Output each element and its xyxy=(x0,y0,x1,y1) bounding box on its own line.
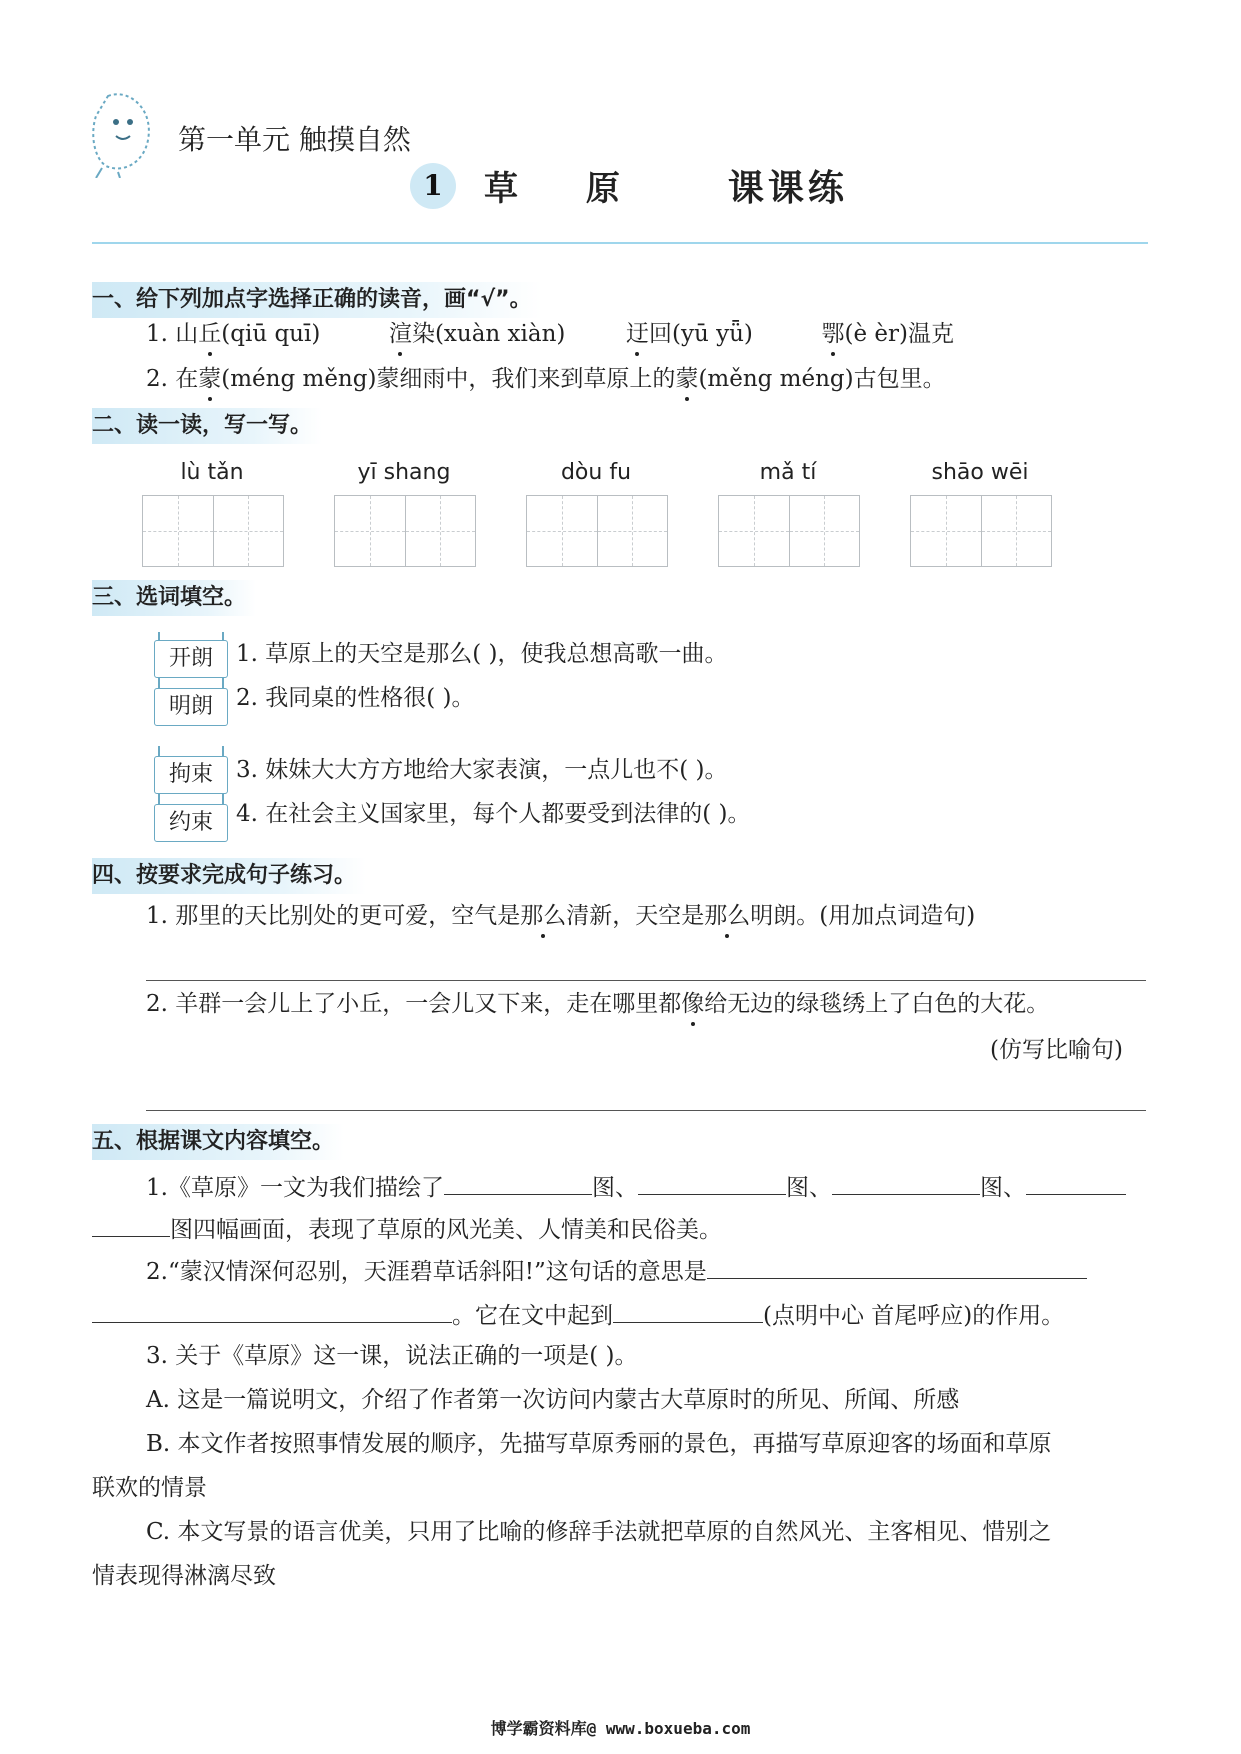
s5-q2-blank-1[interactable] xyxy=(707,1254,1087,1279)
s5-q2-blank-3[interactable] xyxy=(613,1298,763,1323)
lesson-name: 草 原 xyxy=(484,169,648,209)
s5-option-a: A. 这是一篇说明文，介绍了作者第一次访问内蒙古大草原时的所见、所闻、所感 xyxy=(146,1387,960,1413)
word-tag-kailang: 开朗 xyxy=(154,640,228,678)
s5-q2-line-1: 2.“蒙汉情深何忍别，天涯碧草话斜阳!”这句话的意思是 xyxy=(146,1254,1087,1288)
lesson-number-badge: 1 xyxy=(410,163,456,209)
s5-q1-blank-2[interactable] xyxy=(638,1170,786,1195)
s5-option-b-line-1: B. 本文作者按照事情发展的顺序，先描写草原秀丽的景色，再描写草原迎客的场面和草原 xyxy=(146,1431,1052,1457)
pinyin-1: lù tǎn xyxy=(180,460,244,485)
pinyin-4: mǎ tí xyxy=(759,460,817,485)
s5-q1-blank-1[interactable] xyxy=(444,1170,592,1195)
word-tag-yueshu: 约束 xyxy=(154,804,228,842)
s4-answer-line-1[interactable] xyxy=(146,980,1146,981)
section-5-title: 五、根据课文内容填空。 xyxy=(92,1124,344,1160)
s5-option-c-line-1: C. 本文写景的语言优美，只用了比喻的修辞手法就把草原的自然风光、主客相见、惜别之 xyxy=(146,1519,1052,1545)
s5-q2-line-2: 。它在文中起到 (点明中心 首尾呼应)的作用。 xyxy=(92,1298,1064,1332)
s3-q2: 2. 我同桌的性格很( )。 xyxy=(236,685,475,711)
writing-grid-2[interactable] xyxy=(334,495,476,567)
s5-q1-line-1: 1.《草原》一文为我们描绘了 图、 图、 图、 xyxy=(146,1170,1126,1204)
writing-grid-3[interactable] xyxy=(526,495,668,567)
writing-grid-1[interactable] xyxy=(142,495,284,567)
pinyin-2: yī shang xyxy=(357,460,451,485)
s1-line-2: 2. 在蒙(méng měng)蒙细雨中，我们来到草原上的蒙(měng méng)古包里。 xyxy=(146,366,946,392)
s4-q2-note: (仿写比喻句) xyxy=(990,1037,1123,1063)
section-2-title: 二、读一读，写一写。 xyxy=(92,408,322,444)
section-4-title: 四、按要求完成句子练习。 xyxy=(92,858,366,894)
practice-label: 课课练 xyxy=(727,168,848,209)
section-1-title: 一、给下列加点字选择正确的读音，画“√”。 xyxy=(92,282,542,318)
word-tag-jushu: 拘束 xyxy=(154,756,228,794)
s3-q1: 1. 草原上的天空是那么( )，使我总想高歌一曲。 xyxy=(236,641,728,667)
leaf-mascot-icon xyxy=(88,88,160,178)
footer-watermark: 博学霸资料库@ www.boxueba.com xyxy=(490,1719,751,1738)
word-tag-minglang: 明朗 xyxy=(154,688,228,726)
section-3-title: 三、选词填空。 xyxy=(92,580,256,616)
s4-answer-line-2[interactable] xyxy=(146,1110,1146,1111)
s5-q2-blank-2[interactable] xyxy=(92,1298,452,1323)
s5-q1-line-2: 图四幅画面，表现了草原的风光美、人情美和民俗美。 xyxy=(92,1212,722,1246)
s3-q3: 3. 妹妹大大方方地给大家表演，一点儿也不( )。 xyxy=(236,757,728,783)
s4-q2: 2. 羊群一会儿上了小丘，一会儿又下来，走在哪里都像给无边的绿毯绣上了白色的大花。 xyxy=(146,991,1050,1017)
s3-q4: 4. 在社会主义国家里，每个人都要受到法律的( )。 xyxy=(236,801,751,827)
s5-q1-blank-4[interactable] xyxy=(1026,1170,1126,1195)
writing-grid-5[interactable] xyxy=(910,495,1052,567)
s5-option-c-line-2: 情表现得淋漓尽致 xyxy=(92,1563,276,1589)
lesson-title xyxy=(410,160,848,211)
header-divider xyxy=(92,242,1148,244)
pinyin-5: shāo wēi xyxy=(931,460,1029,485)
s5-option-b-line-2: 联欢的情景 xyxy=(92,1475,207,1501)
s5-q1-blank-3[interactable] xyxy=(832,1170,980,1195)
pinyin-3: dòu fu xyxy=(560,460,632,485)
s5-q3: 3. 关于《草原》这一课，说法正确的一项是( )。 xyxy=(146,1343,638,1369)
unit-title: 第一单元 触摸自然 xyxy=(178,123,411,156)
s4-q1: 1. 那里的天比别处的更可爱，空气是那么清新，天空是那么明朗。(用加点词造句) xyxy=(146,903,976,929)
writing-grid-4[interactable] xyxy=(718,495,860,567)
s1-line-1: 1. 山丘(qiū quī) 渲染(xuàn xiàn) 迂回(yū yǖ) 鄂(è èr)温克 xyxy=(146,321,954,347)
s5-q1-blank-4b[interactable] xyxy=(92,1212,170,1237)
